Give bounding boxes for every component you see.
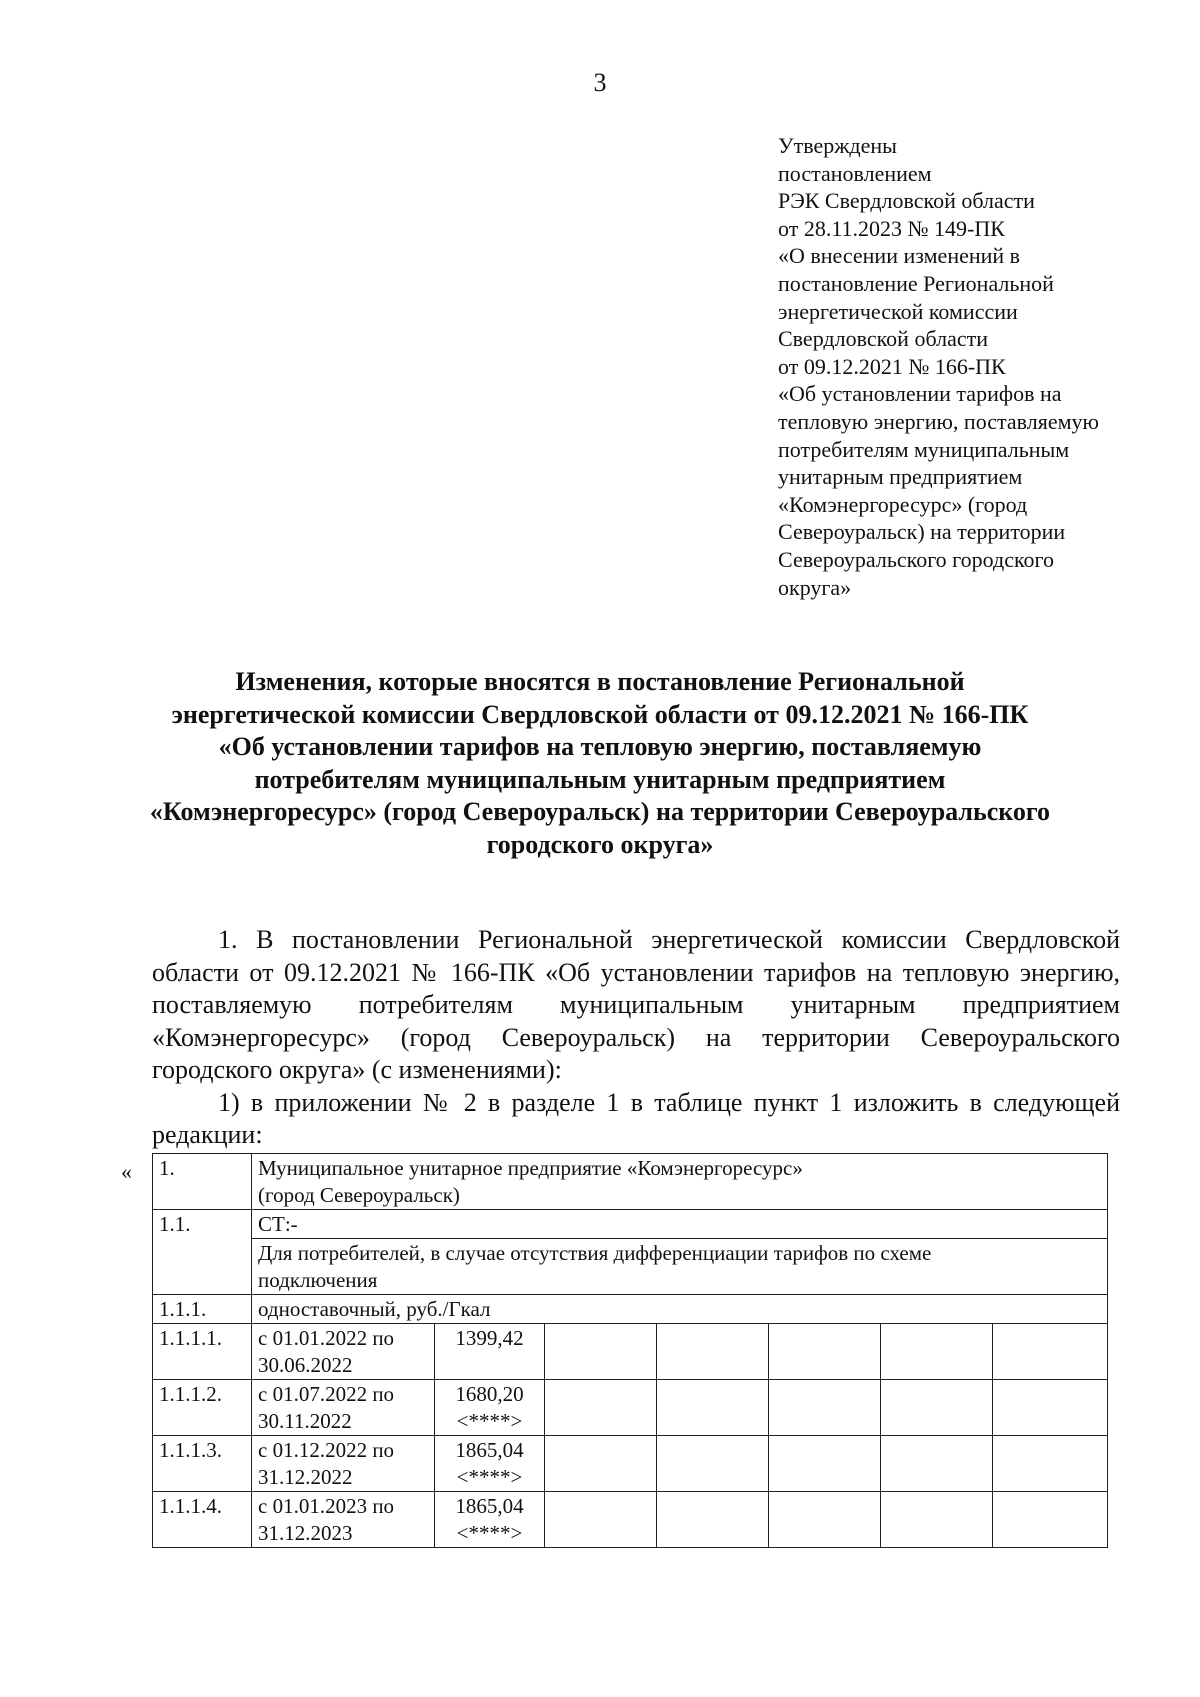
approval-line: «Об установлении тарифов на — [778, 381, 1062, 407]
period-from: с 01.12.2022 по — [258, 1438, 395, 1462]
approval-line: Свердловской области — [778, 326, 988, 352]
enterprise-name: Муниципальное унитарное предприятие «Комэнергоресурс» — [258, 1156, 803, 1180]
enterprise-city: (город Североуральск) — [258, 1183, 460, 1207]
tariff-type-cell: СТ:- — [252, 1210, 1108, 1239]
empty-cell — [545, 1380, 657, 1436]
empty-cell — [769, 1492, 881, 1548]
approval-line: от 09.12.2021 № 166-ПК — [778, 353, 1006, 379]
approval-line: постановление Региональной — [778, 270, 1054, 296]
empty-cell — [545, 1324, 657, 1380]
tariff-note: <****> — [456, 1409, 523, 1433]
document-heading — [120, 666, 1080, 862]
period-from: с 01.01.2023 по — [258, 1494, 395, 1518]
table-row — [153, 1239, 1108, 1295]
heading-line: «Комэнергоресурс» (город Североуральск) на территории Североуральского — [149, 797, 1051, 827]
empty-cell — [657, 1492, 769, 1548]
empty-cell — [657, 1380, 769, 1436]
tariff-table — [152, 1153, 1108, 1548]
heading-line: потребителям муниципальным унитарным предприятием — [254, 764, 946, 794]
period-from: с 01.07.2022 по — [258, 1382, 395, 1406]
consumer-description-line: подключения — [258, 1268, 378, 1292]
approval-stamp-block — [778, 132, 1158, 601]
approval-line: энергетической комиссии — [778, 298, 1018, 324]
approval-line: «О внесении изменений в — [778, 243, 1021, 269]
empty-cell — [545, 1492, 657, 1548]
period-to: 31.12.2022 — [258, 1465, 353, 1489]
approval-line: «Комэнергоресурс» (город — [778, 491, 1028, 517]
period-from: с 01.01.2022 по — [258, 1326, 395, 1350]
row-number: 1.1.1.2. — [153, 1380, 252, 1436]
table-row — [153, 1380, 1108, 1436]
table-row — [153, 1154, 1108, 1210]
empty-cell — [657, 1436, 769, 1492]
consumer-description-line: Для потребителей, в случае отсутствия дифференциации тарифов по схеме — [258, 1241, 932, 1265]
row-number: 1.1.1.4. — [153, 1492, 252, 1548]
consumer-description-cell — [252, 1239, 1108, 1295]
paragraph-1: 1. В постановлении Региональной энергетической комиссии Свердловской области от 09.12.2021 № 166-ПК «Об установлении тарифов на тепловую энергию, поставляемую потребителям муниципальным унитарным предприятием «Комэнергоресурс» (город Североуральск) на территории Североуральского городского округа» (с изменениями): — [152, 925, 1120, 1084]
empty-cell — [881, 1380, 993, 1436]
opening-quote-mark: « — [121, 1159, 132, 1184]
row-number: 1.1.1.3. — [153, 1436, 252, 1492]
empty-cell — [769, 1380, 881, 1436]
approval-line: РЭК Свердловской области — [778, 188, 1035, 214]
empty-cell — [545, 1436, 657, 1492]
empty-cell — [881, 1324, 993, 1380]
period-cell — [252, 1492, 435, 1548]
empty-cell — [657, 1324, 769, 1380]
approval-line: тепловую энергию, поставляемую — [778, 408, 1099, 434]
approval-line: округа» — [778, 574, 852, 600]
tariff-value: 1399,42 — [455, 1326, 524, 1350]
period-cell — [252, 1436, 435, 1492]
heading-line: «Об установлении тарифов на тепловую энергию, поставляемую — [218, 732, 982, 762]
empty-cell — [993, 1436, 1108, 1492]
tariff-unit-cell: одноставочный, руб./Гкал — [252, 1295, 1108, 1324]
empty-cell — [769, 1324, 881, 1380]
approval-line: Североуральского городского — [778, 546, 1055, 572]
approval-line: Североуральск) на территории — [778, 519, 1066, 545]
empty-cell — [881, 1492, 993, 1548]
page-number: 3 — [593, 68, 607, 97]
table-row — [153, 1210, 1108, 1239]
approval-line: Утверждены — [778, 133, 897, 158]
tariff-value-cell — [435, 1492, 545, 1548]
table-row — [153, 1492, 1108, 1548]
empty-cell — [881, 1436, 993, 1492]
tariff-note: <****> — [456, 1465, 523, 1489]
period-cell — [252, 1324, 435, 1380]
row-number: 1.1.1.1. — [153, 1324, 252, 1380]
enterprise-name-cell — [252, 1154, 1108, 1210]
approval-line: потребителям муниципальным — [778, 436, 1070, 462]
tariff-note: <****> — [456, 1521, 523, 1545]
heading-line: Изменения, которые вносятся в постановление Региональной — [235, 667, 965, 696]
body-text — [152, 924, 1120, 1152]
approval-line: постановлением — [778, 160, 932, 186]
row-number: 1.1.1. — [153, 1295, 252, 1324]
table-row — [153, 1295, 1108, 1324]
row-number: 1. — [153, 1154, 252, 1210]
empty-cell — [993, 1492, 1108, 1548]
tariff-value-cell — [435, 1324, 545, 1380]
paragraph-2: 1) в приложении № 2 в разделе 1 в таблице пункт 1 изложить в следующей редакции: — [152, 1087, 1120, 1149]
heading-line: городского округа» — [486, 829, 714, 859]
tariff-value: 1680,20 — [455, 1382, 524, 1406]
tariff-value-cell — [435, 1436, 545, 1492]
period-cell — [252, 1380, 435, 1436]
period-to: 31.12.2023 — [258, 1521, 353, 1545]
approval-line: унитарным предприятием — [778, 464, 1023, 490]
period-to: 30.11.2022 — [258, 1409, 352, 1433]
tariff-value: 1865,04 — [455, 1494, 524, 1518]
tariff-value-cell — [435, 1380, 545, 1436]
approval-line: от 28.11.2023 № 149-ПК — [778, 215, 1005, 241]
tariff-value: 1865,04 — [455, 1438, 524, 1462]
empty-cell — [993, 1324, 1108, 1380]
heading-line: энергетической комиссии Свердловской области от 09.12.2021 № 166-ПК — [171, 699, 1029, 729]
empty-cell — [993, 1380, 1108, 1436]
table-row — [153, 1436, 1108, 1492]
row-number: 1.1. — [153, 1210, 252, 1295]
period-to: 30.06.2022 — [258, 1353, 353, 1377]
table-row — [153, 1324, 1108, 1380]
empty-cell — [769, 1436, 881, 1492]
